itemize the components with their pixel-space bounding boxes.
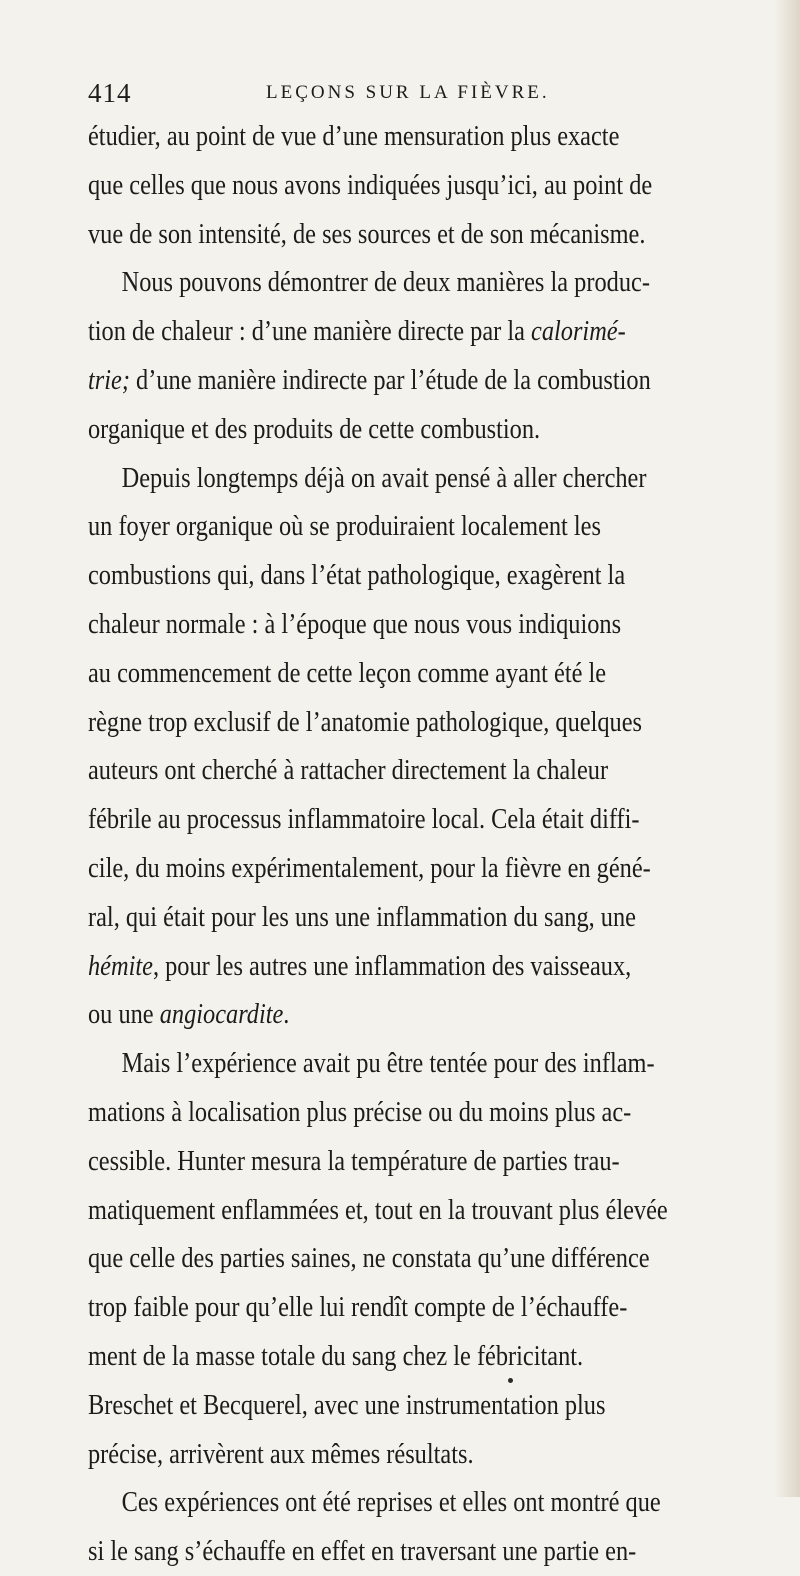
text-line: Breschet et Becquerel, avec une instrumentation plus: [88, 1388, 606, 1421]
text-line: cile, du moins expérimentalement, pour la fièvre en géné-: [88, 851, 651, 884]
text-line: mations à localisation plus précise ou du moins plus ac-: [88, 1095, 632, 1128]
running-head: LEÇONS SUR LA FIÈVRE.: [266, 82, 550, 103]
page-number: 414: [88, 78, 132, 108]
paragraph-start: Nous pouvons démontrer de deux manières la produc-: [121, 266, 650, 299]
text-line: précise, arrivèrent aux mêmes résultats.: [88, 1437, 474, 1470]
text-line: ment de la masse totale du sang chez le fébricitant.: [88, 1339, 584, 1372]
italic-term: trie;: [88, 363, 130, 396]
paragraph-start: Ces expériences ont été reprises et elles ont montré que: [121, 1486, 661, 1519]
text-line: ou une angiocardite.: [88, 998, 290, 1031]
italic-term: hémite: [88, 949, 153, 982]
text-line: règne trop exclusif de l’anatomie pathologique, quelques: [88, 705, 643, 738]
text-line: si le sang s’échauffe en effet en traversant une partie en-: [88, 1535, 637, 1568]
italic-term: calorimé-: [531, 315, 626, 348]
text-line: fébrile au processus inflammatoire local. Cela était diffi-: [88, 803, 640, 836]
text-line: ral, qui était pour les uns une inflammation du sang, une: [88, 900, 636, 933]
text-line: que celle des parties saines, ne constata qu’une différence: [88, 1242, 650, 1275]
body-text: [88, 112, 788, 1576]
text-line: que celles que nous avons indiquées jusqu’ici, au point de: [88, 168, 653, 201]
text-line: auteurs ont cherché à rattacher directement la chaleur: [88, 754, 609, 787]
text-line: un foyer organique où se produiraient localement les: [88, 510, 601, 543]
text-line: vue de son intensité, de ses sources et de son mécanisme.: [88, 217, 646, 250]
text-line: matiquement enflammées et, tout en la trouvant plus élevée: [88, 1193, 668, 1226]
text-line: combustions qui, dans l’état pathologique, exagèrent la: [88, 559, 626, 592]
paragraph-start: Depuis longtemps déjà on avait pensé à aller chercher: [121, 461, 647, 494]
text-line: tion de chaleur : d’une manière directe par la calorimé-: [88, 315, 626, 348]
text-line: organique et des produits de cette combustion.: [88, 412, 541, 445]
text-line: trie; d’une manière indirecte par l’étude de la combustion: [88, 363, 651, 396]
italic-term: angiocardite: [159, 998, 284, 1031]
page-header: [88, 78, 738, 112]
text-line: étudier, au point de vue d’une mensuration plus exacte: [88, 120, 620, 152]
text-line: trop faible pour qu’elle lui rendît compte de l’échauffe-: [88, 1291, 628, 1324]
text-line: hémite, pour les autres une inflammation des vaisseaux,: [88, 949, 632, 982]
printer-mark: [508, 1378, 513, 1383]
text-line: chaleur normale : à l’époque que nous vous indiquions: [88, 607, 622, 640]
paragraph-start: Mais l’expérience avait pu être tentée pour des inflam-: [121, 1047, 655, 1080]
text-line: au commencement de cette leçon comme ayant été le: [88, 656, 607, 689]
text-line: cessible. Hunter mesura la température de parties trau-: [88, 1144, 620, 1177]
